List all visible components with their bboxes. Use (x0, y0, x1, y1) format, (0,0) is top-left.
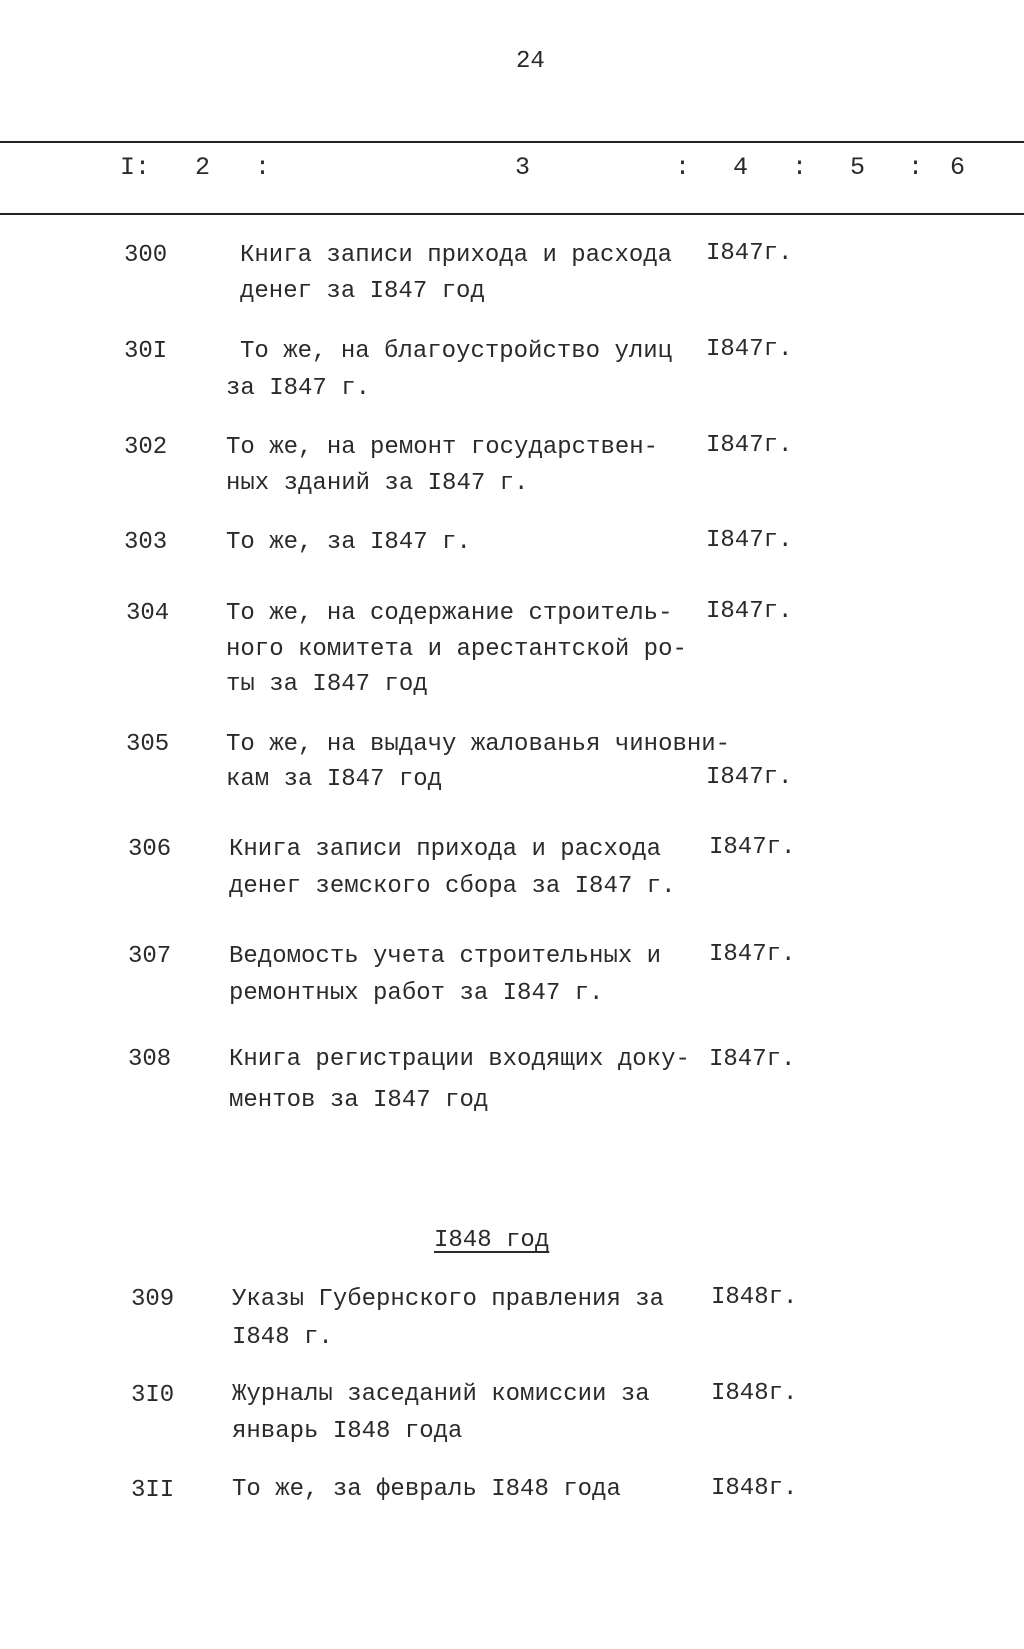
entry-number: 303 (124, 529, 168, 556)
entry-number: 30I (124, 338, 168, 365)
entry-date: I847г. (706, 764, 793, 791)
entry-title-line: ремонтных работ за I847 г. (229, 980, 604, 1007)
header-top-rule (0, 141, 1024, 143)
entry-date: I847г. (709, 1046, 796, 1073)
entry-title-line: ментов за I847 год (229, 1087, 489, 1114)
entry-title-line: денег за I847 год (240, 278, 485, 305)
entry-title-line: I848 г. (232, 1324, 333, 1351)
entry-title-line: То же, за февраль I848 года (232, 1476, 621, 1503)
entry-title-line: денег земского сбора за I847 г. (229, 873, 676, 900)
entry-number: 307 (128, 943, 172, 970)
column-3-label: 3 (515, 153, 531, 182)
entry-date: I847г. (706, 240, 793, 267)
entry-number: 300 (124, 242, 168, 269)
entry-title-line: Ведомость учета строительных и (229, 943, 662, 970)
entry-date: I848г. (711, 1284, 798, 1311)
entry-title-line: ты за I847 год (226, 671, 428, 698)
entry-title-line: за I847 г. (226, 375, 371, 402)
column-4-label: 4 (733, 153, 749, 182)
entry-date: I847г. (709, 941, 796, 968)
entry-date: I847г. (709, 834, 796, 861)
entry-date: I847г. (706, 336, 793, 363)
entry-title-line: Книга записи прихода и расхода (240, 242, 673, 269)
entry-number: 3I0 (131, 1382, 175, 1409)
entry-title-line: январь I848 года (232, 1418, 463, 1445)
column-separator: : (675, 153, 691, 182)
section-heading: I848 год (434, 1227, 550, 1254)
entry-title-line: кам за I847 год (226, 766, 443, 793)
entry-date: I847г. (706, 598, 793, 625)
column-separator: : (255, 153, 271, 182)
entry-date: I847г. (706, 527, 793, 554)
column-separator: : (792, 153, 808, 182)
entry-title-line: Книга записи прихода и расхода (229, 836, 662, 863)
entry-title-line: ного комитета и арестантской ро- (226, 636, 687, 663)
entry-title-line: Указы Губернского правления за (232, 1286, 665, 1313)
column-6-label: 6 (950, 153, 966, 182)
entry-number: 305 (126, 731, 170, 758)
entry-date: I847г. (706, 432, 793, 459)
entry-number: 3II (131, 1477, 175, 1504)
entry-number: 309 (131, 1286, 175, 1313)
column-5-label: 5 (850, 153, 866, 182)
entry-date: I848г. (711, 1475, 798, 1502)
entry-title-line: Журналы заседаний комиссии за (232, 1381, 650, 1408)
entry-title-line: То же, за I847 г. (226, 529, 471, 556)
entry-number: 302 (124, 434, 168, 461)
entry-title-line: То же, на выдачу жалованья чиновни- (226, 731, 731, 758)
column-separator: : (908, 153, 924, 182)
entry-number: 304 (126, 600, 170, 627)
entry-number: 308 (128, 1046, 172, 1073)
entry-title-line: То же, на благоустройство улиц (240, 338, 673, 365)
entry-title-line: Книга регистрации входящих доку- (229, 1046, 690, 1073)
page-number: 24 (516, 48, 545, 75)
column-1-label: I: (120, 153, 151, 182)
entry-title-line: То же, на содержание строитель- (226, 600, 673, 627)
entry-date: I848г. (711, 1380, 798, 1407)
header-bottom-rule (0, 213, 1024, 215)
entry-number: 306 (128, 836, 172, 863)
entry-title-line: То же, на ремонт государствен- (226, 434, 659, 461)
entry-title-line: ных зданий за I847 г. (226, 470, 529, 497)
column-2-label: 2 (195, 153, 211, 182)
